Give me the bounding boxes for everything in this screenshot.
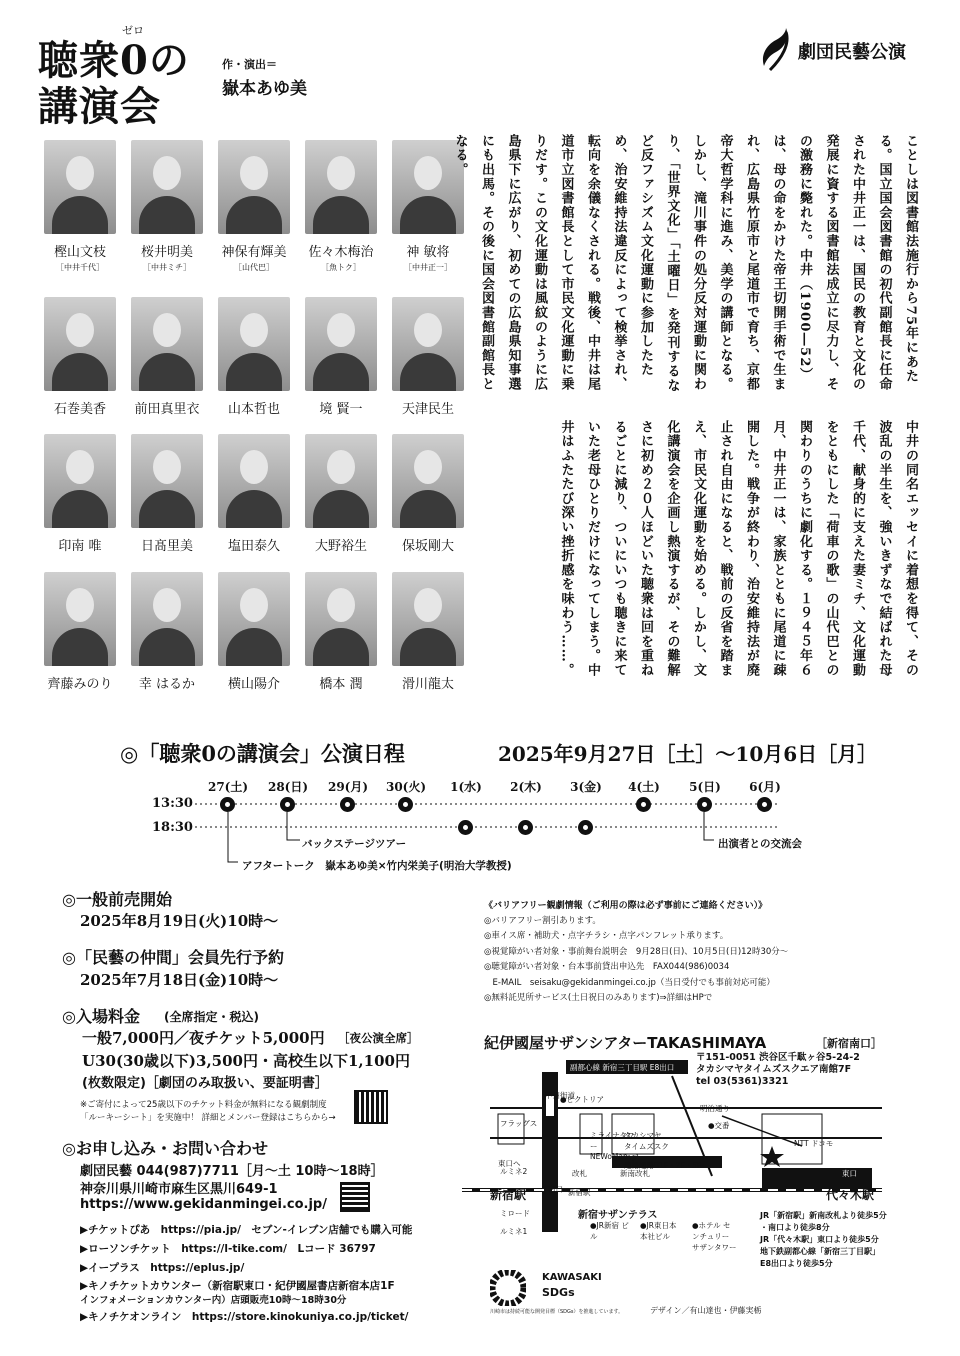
schedule-day: 1(水) [450,780,482,794]
cast-name: 横山陽介 [227,677,280,692]
time-evening: 18:30 [152,820,193,835]
price-evening-note: ［夜公演全席］ [338,1031,419,1045]
map-label-shinjuku-eki: 新宿駅 [568,1188,591,1197]
ticket-link[interactable]: インフォメーションカウンター内）店頭販売10時〜18時30分 [80,1295,347,1306]
schedule-day: 30(火) [385,780,427,794]
cast-name: 桜井明美 [140,245,193,260]
price-title-note: (全席指定・税込) [164,1010,259,1024]
map-label-yoyogi: 代々木駅 [826,1188,875,1202]
access-line: E8出口より徒歩5分 [760,1259,833,1268]
qr-code-rookie[interactable] [356,1092,386,1122]
ticket-link[interactable]: ▶キノチケットカウンター（新宿駅東口・紀伊國屋書店新宿本店1F [80,1280,395,1292]
performance-dot-matinee [636,797,651,812]
barrier-free-line: ◎無料託児所サービス(土日祝日のみあります)⇒詳細はHPで [484,993,713,1003]
map-label-flags: フラッグス [500,1119,538,1128]
map-label-higashi1: 東口へ [498,1159,521,1168]
map-label-minamiguchi: 南口 [548,1185,563,1194]
cast-name: 橋本 潤 [319,677,363,692]
cast-photo [44,434,116,528]
cast-role: ［山代巴］ [234,263,274,272]
cast-member [301,572,381,694]
venue-addr1: 〒151-0051 渋谷区千駄ヶ谷5-24-2 [696,1052,860,1063]
schedule-day: 3(金) [570,780,602,794]
barrier-free-line: ◎視覚障がい者対象・事前舞台説明会 9月28日(日)、10月5日(日)12時30分〜 [484,946,789,957]
contact-org: 劇団民藝 044(987)7711［月〜土 10時〜18時］ [80,1164,384,1179]
cast-member [301,434,381,556]
barrier-free-line: ◎聴覚障がい者対象・台本事前貸出申込先 FAX044(986)0034 [484,962,730,972]
barrier-free-line: ◎車イス席・補助犬・点字チラシ・点字パンフレット承ります。 [484,931,729,941]
ticket-link[interactable]: ▶ローソンチケット https://l-tike.com/ Lコード 36797 [80,1243,376,1255]
venue-tel: tel 03(5361)3321 [696,1076,789,1087]
ticket-link[interactable]: ▶イープラス https://eplus.jp/ [80,1262,245,1274]
map-label-lumine1: ルミネ1 [500,1227,528,1236]
cast-member [301,140,381,273]
performance-dot-evening [518,820,533,835]
ticket-link[interactable]: ▶チケットぴあ https://pia.jp/ セブン-イレブン店舗でも購入可能 [80,1224,413,1236]
credit-name: 嶽本あゆ美 [222,79,307,99]
play-title-line1: 聴衆0の [38,37,190,84]
cast-photo [44,572,116,666]
cast-photo [218,434,290,528]
cast-member [40,297,120,419]
sdgs-tiny: 川崎市は持続可能な開発目標（SDGs）を推進しています。 [490,1309,624,1315]
time-matinee: 13:30 [152,796,193,811]
cast-member [214,572,294,694]
sdgs-wheel-icon [490,1270,526,1306]
note-aftertalk: アフタートーク 嶽本あゆ美×竹内栄美子(明治大学教授) [242,860,512,872]
cast-photo [131,140,203,234]
cast-photo [305,140,377,234]
cast-name: 齊藤みのり [47,677,113,692]
credit-label: 作・演出＝ [222,58,277,71]
price-limited-note: (枚数限定)［劇団のみ取扱い、要証明書］ [82,1076,328,1091]
donation-note1: ※ご寄付によって25歳以下のチケット料金が無料になる観劇制度 [80,1100,327,1110]
performance-dot-evening [458,820,473,835]
cast-name: 神保有輝美 [221,245,287,260]
schedule-day: 28(日) [267,780,309,794]
cast-photo [392,572,464,666]
cast-photo [392,297,464,391]
cast-photo [392,434,464,528]
map-label-mirai: ミライナタワー NEWoMan [590,1131,635,1161]
general-sale-title: ◎一般前売開始 [62,890,172,909]
general-sale-date: 2025年8月19日(火)10時〜 [80,912,279,930]
schedule-dates: 2025年9月27日［土］〜10月6日［月］ [498,742,878,766]
member-sale-title: ◎「民藝の仲間」会員先行予約 [62,948,284,967]
map-label-higashi2: 東口 [842,1169,857,1178]
sdgs-logo [490,1270,624,1315]
map-label-victoria: ●ビクトリア [560,1095,605,1104]
barrier-free-line: ◎バリアフリー割引あります。 [484,915,601,926]
map-label-southern-terrace: 新宿サザンテラス [578,1210,658,1221]
price-general: 一般7,000円／夜チケット5,000円 [82,1029,325,1047]
performance-dot-matinee [340,797,355,812]
company-logo-icon [758,26,792,76]
play-title-line2: 講演会 [38,83,161,130]
cast-member [214,297,294,419]
map-label-mylord: ミロード [500,1209,530,1218]
contact-address: 神奈川県川崎市麻生区黒川649-1 [80,1182,278,1197]
price-title: ◎入場料金 [62,1007,140,1026]
sdgs-label2: SDGs [542,1286,575,1299]
cast-photo [44,140,116,234]
map-label-shinminami: 新南改札 [620,1169,650,1178]
cast-member [301,297,381,419]
cast-member [127,140,207,273]
cast-name: 日髙里美 [140,539,193,554]
company-name: 劇団民藝公演 [798,42,906,63]
access-line: ・南口より徒歩8分 [760,1223,830,1232]
cast-name: 保坂剛大 [401,539,454,554]
cast-photo [131,297,203,391]
cast-member [388,297,468,419]
performance-dot-matinee [280,797,295,812]
cast-photo [44,297,116,391]
ticket-link[interactable]: ▶キノチケオンライン https://store.kinokuniya.co.jp/ticket/ [80,1311,409,1323]
map-label-renraku: 連絡通路B1F・2F・5F [624,1161,702,1170]
cast-member [40,572,120,694]
barrier-free-line: 《バリアフリー観劇情報（ご利用の際は必ず事前にご連絡ください）》 [484,901,768,911]
cast-name: 境 賢一 [319,402,363,417]
cast-role: ［中井千代］ [56,263,104,272]
cast-photo [131,434,203,528]
cast-photo [305,434,377,528]
performance-dot-matinee [398,797,413,812]
cast-name: 幸 はるか [138,677,196,692]
play-title [38,38,190,130]
cast-photo [218,572,290,666]
access-line: 地下鉄副都心線「新宿三丁目駅」 [760,1247,880,1256]
contact-title: ◎お申し込み・お問い合わせ [62,1139,268,1158]
donation-note2[interactable]: 「ルーキーシート」を実施中！ 詳細とメンバー登録はこちらから→ [80,1113,336,1123]
cast-member [40,434,120,556]
member-sale-date: 2025年7月18日(金)10時〜 [80,971,279,989]
schedule-day: 27(土) [207,780,249,794]
venue-name: 紀伊國屋サザンシアターTAKASHIMAYA [484,1034,767,1052]
venue-sub: ［新宿南口］ [816,1037,882,1050]
map-label-koban: ●交番 [708,1121,730,1130]
cast-member [388,434,468,556]
cast-photo [131,572,203,666]
cast-photo [305,297,377,391]
map-label-times-square: タカシマヤ タイムズスクエア [624,1131,669,1162]
cast-name: 神 敏将 [406,245,450,260]
cast-member [214,434,294,556]
map-label-koushu: 甲州街道 [545,1091,575,1100]
schedule-day: 2(木) [510,780,542,794]
cast-name: 印南 唯 [58,539,102,554]
cast-role: ［魚トク］ [321,263,361,272]
cast-photo [305,572,377,666]
map-label-hotel: ●ホテル センチュリー サザンタワー [692,1221,737,1252]
contact-url[interactable]: https://www.gekidanmingei.co.jp/ [80,1197,327,1212]
venue-addr2: タカシマヤタイムズスクエア南館7F [696,1064,852,1075]
cast-member [40,140,120,273]
schedule-day: 5(日) [689,780,721,794]
access-line: JR「代々木駅」東口より徒歩5分 [760,1235,879,1244]
price-u30: U30(30歳以下)3,500円・高校生以下1,100円 [82,1052,410,1070]
design-credit: デザイン／有山達也・伊藤実栃 [650,1306,762,1315]
sdgs-label1: KAWASAKI [542,1272,602,1283]
schedule-title: ◎「聴衆0の講演会」公演日程 [120,741,405,766]
map-label-jr-east: ●JR東日本 本社ビル [640,1221,677,1241]
cast-member [214,140,294,273]
cast-name: 山本哲也 [227,402,280,417]
cast-role: ［中井ミチ］ [143,263,191,272]
map-label-kaisatsu: 改札 [572,1169,587,1178]
schedule-day: 4(土) [628,780,660,794]
map-label-lumine2: ルミネ2 [500,1167,528,1176]
map-label-shinjuku-station: 新宿駅 [490,1188,527,1202]
performance-dot-matinee [757,797,772,812]
access-line: JR「新宿駅」新南改札より徒歩5分 [760,1211,887,1220]
cast-name: 石巻美香 [53,402,106,417]
story-text-part1: ことしは図書館法施行から75年にあたる。国立国会図書館の初代副館長に任命された中井正一は、国民の教育と文化の発展に資する図書館法成立に尽力し、その激務に斃れた。中井（1900―52）は、母の命をかけた帝王切開手術で生まれ、広島県竹原市と尾道市で育ち、京都帝大哲学科に進み、美学の講師となる。しかし、滝川事件の処分反対運動に関わり、「世界文化」「土曜日」を発刊するなど反ファシズム文化運動に参加したため、治安維持法違反によって検挙され、転向を余儀なくされる。戦後、中井は尾道市立図書館長として市民文化運動に乗りだす。この文化運動は風紋のように広島県下に広がり、初めての広島県知事選にも出馬。その後に国会図書館副館長となる。 [452,134,918,393]
map-label-ntt: NTT ドコモ [794,1139,834,1148]
cast-name: 佐々木梅治 [308,245,374,260]
cast-name: 天津民生 [401,402,454,417]
cast-role: ［中井正一］ [404,263,452,272]
performance-dot-evening [578,820,593,835]
cast-member [127,572,207,694]
schedule-day: 29(月) [327,780,369,794]
title-ruby: ゼロ [122,24,144,37]
schedule-day: 6(月) [749,780,781,794]
map-label-jr-building: ●JR新宿 ビル [590,1221,629,1241]
qr-code-site[interactable] [342,1184,368,1210]
note-backstage: バックステージツアー [302,838,407,850]
map-label-fukutoshin: 副都心線 新宿三丁目駅 E8出口 [570,1063,675,1072]
cast-name: 大野裕生 [314,539,367,554]
cast-name: 前田真里衣 [134,402,200,417]
cast-member [388,572,468,694]
story-text-part2: 中井の同名エッセイに着想を得て、その波乱の半生を、強いきずなで結ばれた母千代、献身的に支えた妻ミチ、文化運動をともにした「荷車の歌」の山代巴との関わりのうちに劇化する。１９４５年６月、中井正一は、家族とともに尾道に疎開した。戦争が終わり、治安維持法が廃止され自由になると、戦前の反省を踏まえ、市民文化運動を始める。しかし、文化講演会を企画し熱演するが、その難解さに初め２０人ほどいた聴衆は回を重ねるごとに減り、ついにいつも聴きに来ていた老母ひとりだけになってしまう。中井はふたたび深い挫折感を味わう……。 [558,420,918,678]
performance-dot-matinee [220,797,235,812]
cast-name: 滑川龍太 [401,677,454,692]
cast-name: 塩田泰久 [227,539,280,554]
performance-dot-matinee [697,797,712,812]
map-label-meiji: 明治通り [700,1104,730,1113]
cast-member [127,297,207,419]
cast-photo [218,297,290,391]
note-exchange: 出演者との交流会 [718,838,802,850]
cast-name: 樫山文枝 [53,245,106,260]
cast-photo [218,140,290,234]
barrier-free-line: E-MAIL seisaku@gekidanmingei.co.jp（当日受付でも事前対応可能） [484,977,775,988]
cast-member [127,434,207,556]
